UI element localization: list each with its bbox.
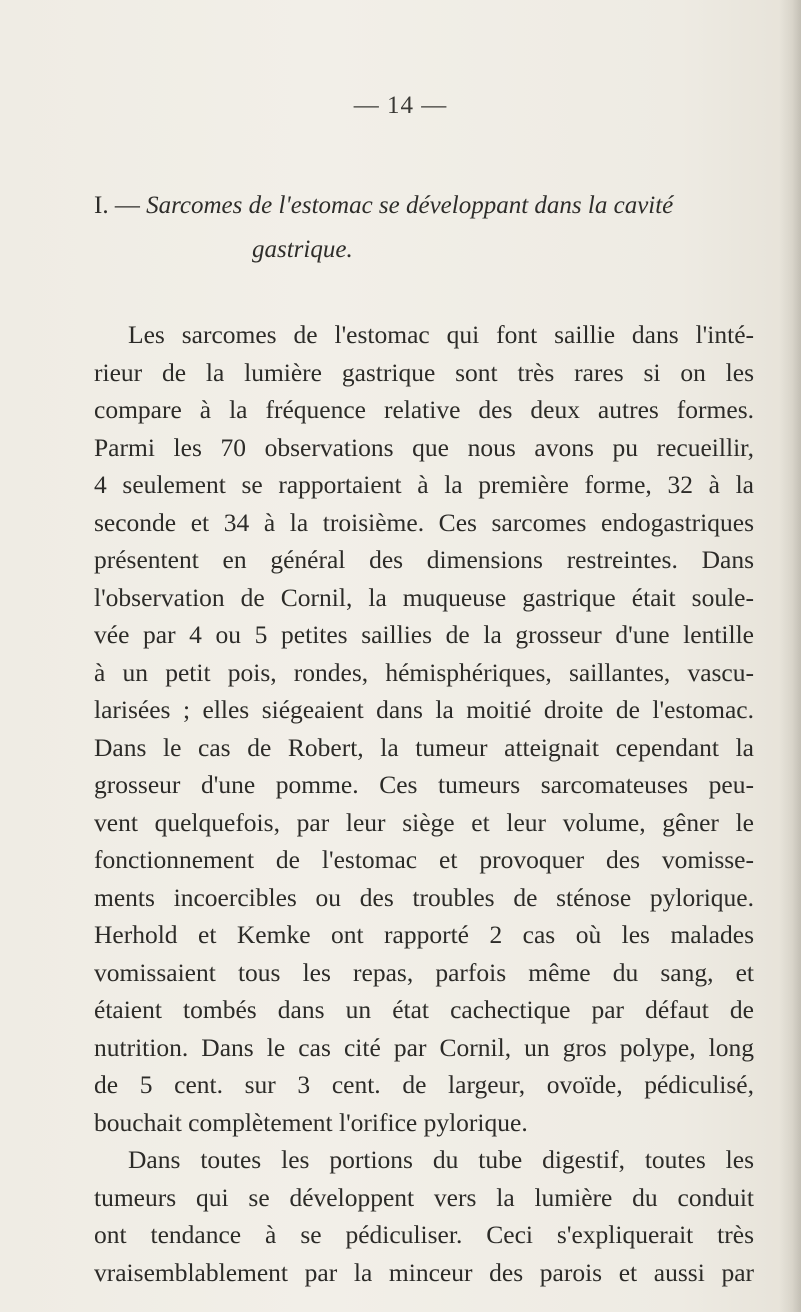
text-line: de 5 cent. sur 3 cent. de largeur, ovoïde, pédiculisé,: [94, 1070, 754, 1099]
text-line: tumeurs qui se développent vers la lumière du conduit: [94, 1182, 754, 1212]
text-line: rieur de la lumière gastrique sont très rares si on les: [94, 357, 754, 387]
text-line: larisées ; elles siégeaient dans la moitié droite de l'estomac.: [94, 695, 754, 724]
text-line: ments incoercibles ou des troubles de sténose pylorique.: [94, 882, 754, 912]
text-line: Herhold et Kemke ont rapporté 2 cas où les malades: [94, 920, 754, 949]
text-line: fonctionnement de l'estomac et provoquer des vomisse-: [94, 845, 754, 874]
text-line: vent quelquefois, par leur siège et leur volume, gêner le: [94, 807, 754, 837]
text-line: Parmi les 70 observations que nous avons pu recueillir,: [94, 432, 754, 462]
text-line: 4 seulement se rapportaient à la première forme, 32 à la: [94, 470, 754, 499]
section-number: I. —: [94, 192, 147, 219]
page-edge-shadow: [779, 0, 801, 1312]
section-title-line-1: Sarcomes de l'estomac se développant dans la cavité: [146, 192, 674, 219]
text-line: à un petit pois, rondes, hémisphériques, saillantes, vascu-: [94, 657, 754, 687]
text-line: l'observation de Cornil, la muqueuse gastrique était soule-: [94, 582, 754, 612]
text-line: compare à la fréquence relative des deux autres formes.: [94, 395, 754, 424]
text-line: étaient tombés dans un état cachectique par défaut de: [94, 995, 754, 1024]
section-heading: [94, 184, 754, 272]
text-line: vée par 4 ou 5 petites saillies de la grosseur d'une lentille: [94, 620, 754, 649]
text-line: Dans toutes les portions du tube digestif, toutes les: [128, 1145, 754, 1174]
text-line: Les sarcomes de l'estomac qui font saillie dans l'inté-: [128, 320, 754, 349]
page-number: — 14 —: [353, 92, 448, 119]
text-line: ont tendance à se pédiculiser. Ceci s'expliquerait très: [94, 1220, 754, 1249]
text-line: seconde et 34 à la troisième. Ces sarcomes endogastriques: [94, 507, 754, 537]
body-text: [94, 316, 754, 1291]
text-line: vraisemblablement par la minceur des parois et aussi par: [94, 1257, 754, 1287]
section-title-line-2: gastrique.: [252, 236, 353, 263]
text-line: bouchait complètement l'orifice pylorique.: [94, 1107, 528, 1137]
text-line: Dans le cas de Robert, la tumeur atteignait cependant la: [94, 732, 754, 762]
text-line: vomissaient tous les repas, parfois même du sang, et: [94, 957, 754, 987]
text-line: présentent en général des dimensions restreintes. Dans: [94, 545, 754, 574]
text-line: nutrition. Dans le cas cité par Cornil, un gros polype, long: [94, 1032, 754, 1062]
text-line: grosseur d'une pomme. Ces tumeurs sarcomateuses peu-: [94, 770, 754, 799]
